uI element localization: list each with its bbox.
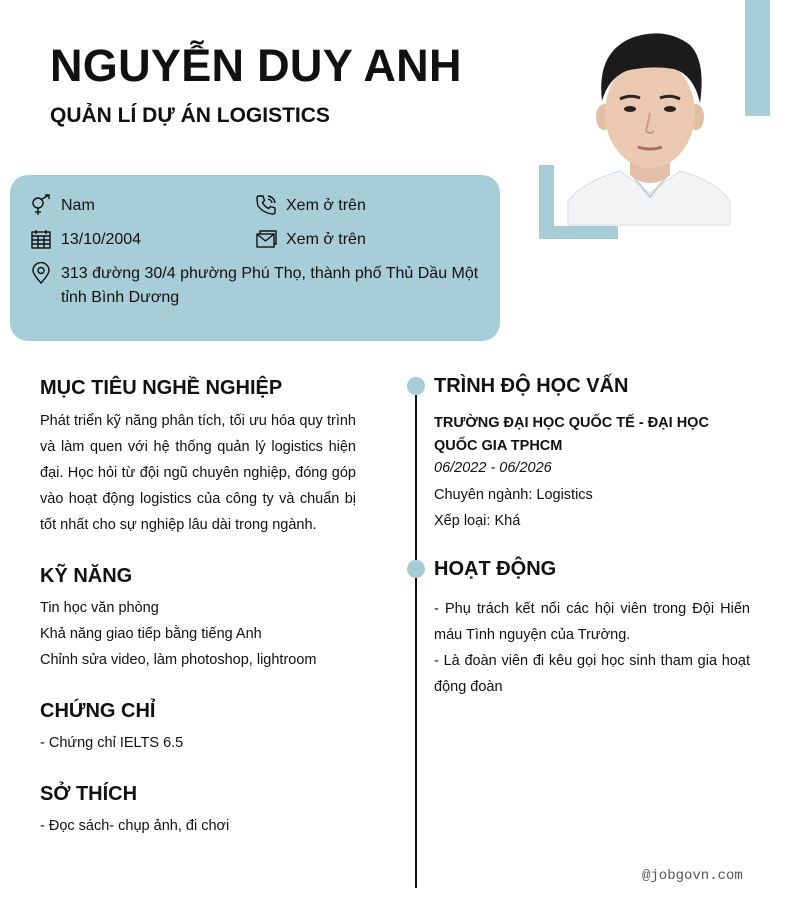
candidate-name: NGUYỄN DUY ANH: [50, 40, 462, 91]
activity-item: - Phụ trách kết nối các hội viên trong Đội Hiến máu Tình nguyện của Trường.: [434, 601, 750, 643]
timeline-line: [415, 384, 417, 888]
email-text: Xem ở trên: [286, 231, 366, 248]
education-grade: Xếp loại: Khá: [434, 513, 521, 529]
location-icon: [30, 262, 52, 284]
activity-item: - Là đoàn viên đi kêu gọi học sinh tham gia hoạt động đoàn: [434, 653, 750, 695]
skill-item: Khả năng giao tiếp bằng tiếng Anh: [40, 626, 262, 642]
education-heading: TRÌNH ĐỘ HỌC VẤN: [434, 375, 629, 397]
objective-text: Phát triển kỹ năng phân tích, tối ưu hóa quy trình và làm quen với hệ thống quản lý logistics hiện đại. Học hỏi từ đội ngũ chuyên nghiệp, đóng góp vào hoạt động logistics của công ty và chuẩn bị tốt nhất cho sự nghiệp lâu dài trong ngành.: [40, 413, 356, 533]
skills-heading: KỸ NĂNG: [40, 565, 133, 587]
certificates-heading: CHỨNG CHỈ: [40, 700, 156, 722]
gender-text: Nam: [61, 197, 95, 214]
hobby-item: - Đọc sách- chụp ảnh, đi chơi: [40, 818, 230, 834]
gender-icon: [30, 194, 52, 216]
profile-photo: [554, 25, 745, 226]
watermark-text: @jobgovn.com: [642, 868, 743, 884]
contact-gender: [30, 194, 95, 218]
contact-panel: [10, 175, 500, 341]
objective-heading: MỤC TIÊU NGHỀ NGHIỆP: [40, 377, 283, 399]
phone-icon: [255, 194, 277, 216]
activities-heading: HOẠT ĐỘNG: [434, 558, 557, 580]
contact-phone: [255, 194, 366, 218]
skill-item: Chỉnh sửa video, làm photoshop, lightroom: [40, 652, 317, 668]
job-title: QUẢN LÍ DỰ ÁN LOGISTICS: [50, 104, 330, 127]
birthday-text: 13/10/2004: [61, 231, 142, 248]
certificate-item: - Chứng chỉ IELTS 6.5: [40, 735, 184, 751]
timeline-dot-education: [407, 377, 425, 395]
decor-block-top-cutout: [650, 0, 745, 25]
hobbies-heading: SỞ THÍCH: [40, 783, 138, 805]
address-line-1: 313 đường 30/4 phường Phú Thọ, thành phố Thủ Dầu Một: [61, 265, 479, 282]
contact-birthday: [30, 228, 141, 252]
calendar-icon: [30, 228, 52, 250]
timeline-dot-activities: [407, 560, 425, 578]
phone-text: Xem ở trên: [286, 197, 366, 214]
skill-item: Tin học văn phòng: [40, 600, 159, 616]
education-dates: 06/2022 - 06/2026: [434, 460, 552, 476]
school-name: TRƯỜNG ĐẠI HỌC QUỐC TẾ - ĐẠI HỌC QUỐC GIA TPHCM: [434, 415, 709, 454]
email-icon: [255, 228, 277, 250]
address-line-2: tỉnh Bình Dương: [61, 289, 180, 306]
contact-address: [30, 262, 478, 310]
contact-email: [255, 228, 366, 252]
education-major: Chuyên ngành: Logistics: [434, 487, 593, 503]
